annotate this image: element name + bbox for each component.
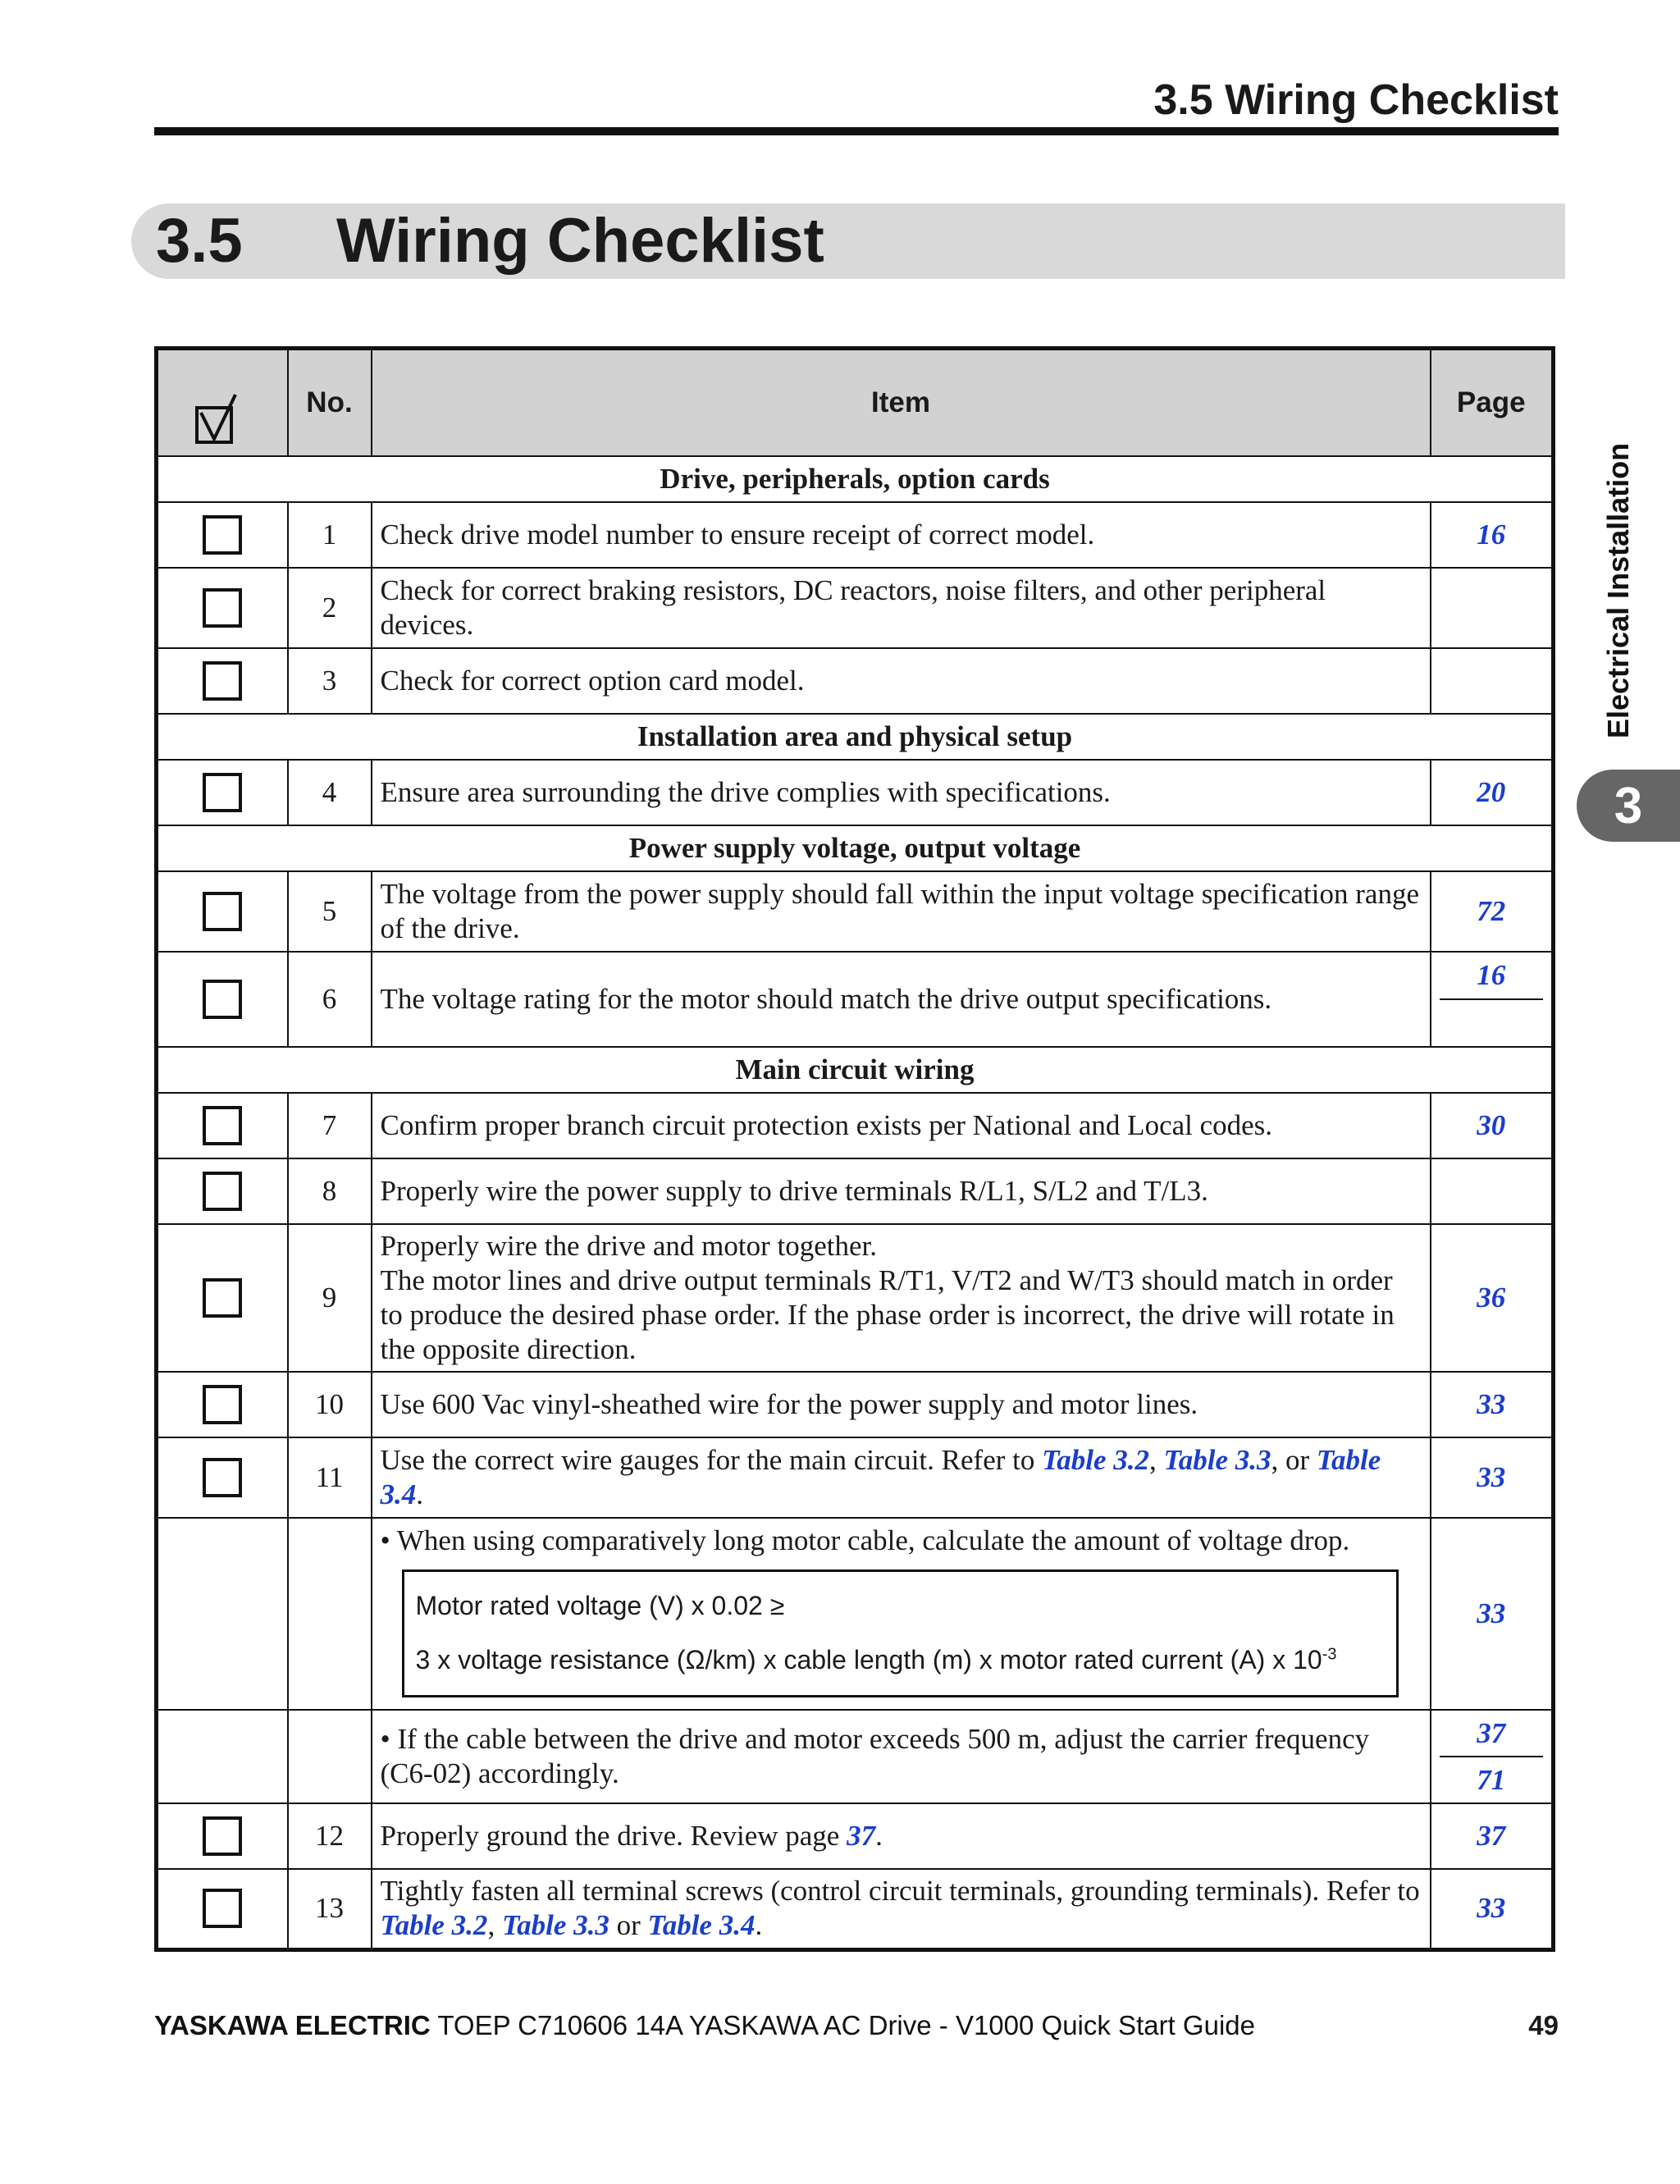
row-item-text: , or <box>1271 1444 1317 1476</box>
header-rule <box>154 127 1559 135</box>
table-link[interactable]: Table 3.4 <box>380 1444 1381 1510</box>
row-item: Check drive model number to ensure receipt of correct model. <box>372 502 1431 568</box>
row-item-text: Properly ground the drive. Review page <box>380 1820 847 1852</box>
table-link[interactable]: Table 3.2 <box>380 1909 488 1942</box>
empty-cell <box>157 1518 288 1710</box>
checkbox[interactable] <box>203 1278 242 1318</box>
checkbox[interactable] <box>203 773 242 812</box>
footer-doc-title: TOEP C710606 14A YASKAWA AC Drive - V1000 Quick Start Guide <box>430 2010 1255 2040</box>
row-item: Use 600 Vac vinyl-sheathed wire for the power supply and motor lines. <box>372 1372 1431 1437</box>
checkbox[interactable] <box>203 1106 242 1145</box>
formula-line <box>416 1633 1385 1687</box>
formula-text: 3 x voltage resistance (Ω/km) x cable length (m) x motor rated current (A) x 10 <box>415 1645 1322 1675</box>
page-link[interactable]: 16 <box>1431 502 1554 568</box>
voltage-drop-formula <box>402 1569 1399 1697</box>
row-item: Check for correct braking resistors, DC reactors, noise filters, and other peripheral devices. <box>372 568 1431 648</box>
row-item <box>372 1437 1431 1518</box>
category-row <box>157 1047 1554 1093</box>
chapter-tab[interactable]: 3 <box>1577 770 1680 842</box>
row-number: 8 <box>288 1158 372 1224</box>
page-link[interactable]: 37 <box>1477 1716 1506 1749</box>
table-row <box>157 1437 1554 1518</box>
row-item: The voltage rating for the motor should match the drive output specifications. <box>372 952 1431 1047</box>
table-row <box>157 952 1554 1047</box>
row-number: 10 <box>288 1372 372 1437</box>
category-label: Main circuit wiring <box>157 1047 1554 1093</box>
footer-page-number: 49 <box>1528 2010 1559 2040</box>
table-row <box>157 871 1554 952</box>
checkbox[interactable] <box>203 588 242 628</box>
row-item-text: , <box>487 1909 502 1942</box>
page-link[interactable]: 36 <box>1431 1224 1554 1372</box>
checkbox[interactable] <box>203 1458 242 1497</box>
formula-line: Motor rated voltage (V) x 0.02 ≥ <box>415 1591 785 1620</box>
column-header-no: No. <box>288 349 372 457</box>
table-link[interactable]: Table 3.3 <box>1163 1444 1271 1476</box>
category-row <box>157 456 1554 502</box>
row-number: 3 <box>288 648 372 714</box>
table-link[interactable]: Table 3.4 <box>647 1909 756 1942</box>
row-number: 9 <box>288 1224 372 1372</box>
row-number: 11 <box>288 1437 372 1518</box>
checkbox[interactable] <box>203 1816 242 1856</box>
page-link[interactable]: 37 <box>1431 1803 1554 1869</box>
checkbox[interactable] <box>203 1385 242 1424</box>
page-link[interactable]: 20 <box>1431 760 1554 825</box>
checkbox[interactable] <box>203 515 242 555</box>
row-item <box>372 1803 1431 1869</box>
row-number: 5 <box>288 871 372 952</box>
row-item <box>372 1224 1431 1372</box>
footer-brand: YASKAWA ELECTRIC <box>154 2010 431 2040</box>
column-header-page: Page <box>1431 349 1554 457</box>
checkbox-checked-icon <box>157 349 288 457</box>
empty-cell <box>288 1518 372 1710</box>
page-link[interactable]: 30 <box>1431 1093 1554 1158</box>
table-row <box>157 1518 1554 1710</box>
page-link <box>1431 568 1554 648</box>
row-item-line: The motor lines and drive output terminals R/T1, V/T2 and W/T3 should match in order to produce the desired phase order. If the phase order is incorrect, the drive will rotate in the opposite direction. <box>380 1264 1395 1365</box>
row-item: The voltage from the power supply should fall within the input voltage specification range of the drive. <box>372 871 1431 952</box>
table-row <box>157 1803 1554 1869</box>
checkbox[interactable] <box>203 1889 242 1928</box>
page-link[interactable]: 33 <box>1431 1869 1554 1949</box>
table-header-row <box>157 349 1554 457</box>
table-row <box>157 1093 1554 1158</box>
row-number: 2 <box>288 568 372 648</box>
table-row <box>157 760 1554 825</box>
row-item: Check for correct option card model. <box>372 648 1431 714</box>
row-item-text: . <box>416 1478 423 1510</box>
table-link[interactable]: Table 3.3 <box>501 1909 609 1942</box>
checkbox[interactable] <box>203 1172 242 1211</box>
table-row <box>157 1710 1554 1803</box>
page-link[interactable]: 33 <box>1431 1372 1554 1437</box>
row-item: • If the cable between the drive and motor exceeds 500 m, adjust the carrier frequency (C6-02) accordingly. <box>372 1710 1431 1803</box>
table-row <box>157 1158 1554 1224</box>
page-link[interactable]: 72 <box>1431 871 1554 952</box>
row-item-text: . <box>875 1820 883 1852</box>
row-item-text: , <box>1149 1444 1164 1476</box>
row-item <box>372 1518 1431 1710</box>
row-number: 13 <box>288 1869 372 1949</box>
table-link[interactable]: Table 3.2 <box>1042 1444 1150 1476</box>
row-number: 12 <box>288 1803 372 1869</box>
row-item-bullet: • When using comparatively long motor cable, calculate the amount of voltage drop. <box>380 1524 1350 1556</box>
table-row <box>157 1224 1554 1372</box>
table-row <box>157 1372 1554 1437</box>
checkbox[interactable] <box>203 892 242 931</box>
page-link[interactable]: 71 <box>1440 1756 1544 1802</box>
empty-cell <box>157 1710 288 1803</box>
empty-cell <box>288 1710 372 1803</box>
category-label: Drive, peripherals, option cards <box>157 456 1554 502</box>
table-row <box>157 1869 1554 1949</box>
page-link <box>1431 648 1554 714</box>
category-label: Power supply voltage, output voltage <box>157 825 1554 871</box>
row-item: Properly wire the power supply to drive terminals R/L1, S/L2 and T/L3. <box>372 1158 1431 1224</box>
page-ref-link[interactable]: 37 <box>847 1820 876 1852</box>
category-row <box>157 825 1554 871</box>
column-header-item: Item <box>372 349 1431 457</box>
checkbox[interactable] <box>203 980 242 1019</box>
row-item-text: Use the correct wire gauges for the main circuit. Refer to <box>380 1444 1043 1476</box>
section-number: 3.5 <box>156 206 243 276</box>
page-link-empty <box>1440 998 1544 1046</box>
row-item: Ensure area surrounding the drive complies with specifications. <box>372 760 1431 825</box>
page-link[interactable]: 33 <box>1431 1518 1554 1710</box>
side-tab-label: Electrical Installation <box>1601 442 1635 738</box>
section-title: Wiring Checklist <box>336 206 824 276</box>
row-item <box>372 1869 1431 1949</box>
row-item-text: Tightly fasten all terminal screws (control circuit terminals, grounding terminals). Refer to <box>380 1875 1420 1908</box>
footer-doc-info <box>154 2010 1255 2041</box>
row-item-text: . <box>755 1909 763 1942</box>
checkbox[interactable] <box>203 661 242 701</box>
row-number: 4 <box>288 760 372 825</box>
row-number: 6 <box>288 952 372 1047</box>
page-link[interactable]: 33 <box>1431 1437 1554 1518</box>
page-link[interactable]: 16 <box>1477 959 1506 991</box>
formula-exponent: -3 <box>1322 1645 1337 1664</box>
wiring-checklist-table <box>154 346 1555 1952</box>
row-number: 1 <box>288 502 372 568</box>
table-row <box>157 568 1554 648</box>
table-row <box>157 502 1554 568</box>
row-item-text: or <box>609 1909 648 1942</box>
row-number: 7 <box>288 1093 372 1158</box>
table-row <box>157 648 1554 714</box>
category-row <box>157 714 1554 760</box>
running-header-title: 3.5 Wiring Checklist <box>1153 76 1559 124</box>
page-link <box>1431 1158 1554 1224</box>
row-item: Confirm proper branch circuit protection exists per National and Local codes. <box>372 1093 1431 1158</box>
row-item-line: Properly wire the drive and motor together. <box>380 1230 878 1262</box>
category-label: Installation area and physical setup <box>157 714 1554 760</box>
